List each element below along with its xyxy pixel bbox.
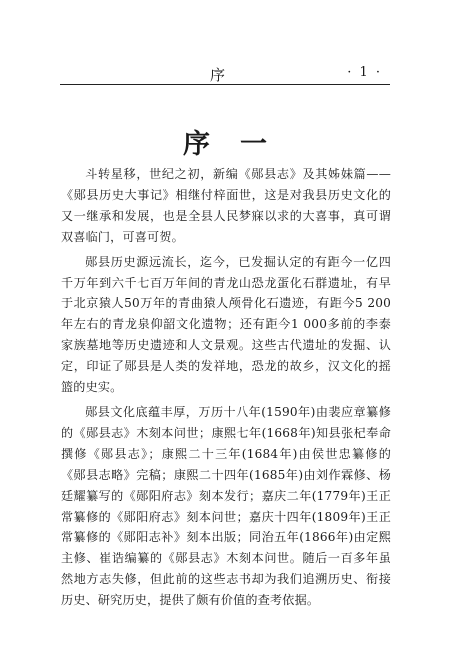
page-number: · 1 · bbox=[347, 65, 382, 80]
running-title: 序 bbox=[210, 66, 228, 84]
chapter-title: 序一 bbox=[183, 129, 297, 160]
paragraph-2: 郧县历史源远流长，迄今，已发掘认定的有距今一亿四千万年到六千七百万年间的青龙山恐龙蛋化石群遗址，有早于北京猿人50万年的青曲猿人颅骨化石遗迹，有距今5 200年左右的青龙泉仰韶文化遗物；还有距今1 000多前的李泰家族墓地等历史遗迹和人文景观。这些古代遗址的发掘、认定，印证了郧县是人类的发祥地，恐龙的故乡，汉文化的摇篮的史实。 bbox=[61, 254, 391, 395]
paragraph-1: 斗转星移，世纪之初，新编《郧县志》及其姊妹篇——《郧县历史大事记》相继付梓面世，这是对我县历史文化的又一继承和发展，也是全县人民梦寐以求的大喜事，真可谓双喜临门，可喜可贺。 bbox=[61, 167, 391, 244]
paragraph-3: 郧县文化底蕴丰厚，万历十八年(1590年)由裴应章纂修的《郧县志》木刻本问世；康熙七年(1668年)知县张杞奉命撰修《郧县志》；康熙二十三年(1684年)由侯世忠纂修的《郧县志略》完稿；康熙二十四年(1685年)由刘作霖修、杨廷耀纂写的《郧阳府志》刻本发行；嘉庆二年(1779年)王正常纂修的《郧阳府志》刻本问世；嘉庆十四年(1809年)王正常纂修的《郧阳志补》刻本出版；同治五年(1866年)由定熙主修、崔诰编纂的《郧县志》木刻本问世。随后一百多年虽然地方志失修，但此前的这些志书却为我们追溯历史、衔接历史、研究历史，提供了颇有价值的查考依据。 bbox=[61, 404, 391, 608]
running-header bbox=[60, 62, 390, 85]
body-text bbox=[61, 164, 391, 615]
